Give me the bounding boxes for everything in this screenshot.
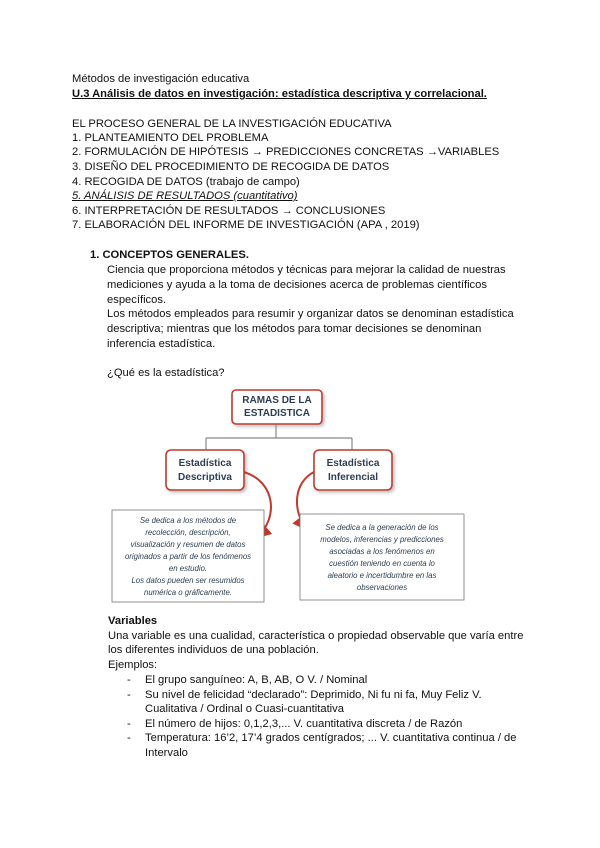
inferential-box (314, 450, 392, 490)
paragraph-line: descriptiva; mientras que los métodos para tomar decisiones se denominan (107, 323, 482, 335)
process-step-highlighted: 5. ANÁLISIS DE RESULTADOS (cuantitativo) (72, 190, 298, 202)
process-title: EL PROCESO GENERAL DE LA INVESTIGACIÓN EDUCATIVA (72, 118, 392, 130)
paragraph-line: inferencia estadística. (107, 338, 216, 350)
unit-title: U.3 Análisis de datos en investigación: estadística descriptiva y correlacional. (72, 88, 487, 100)
course-title: Métodos de investigación educativa (72, 73, 250, 85)
connector-line (206, 422, 352, 450)
variables-def-line: Una variable es una cualidad, característica o propiedad observable que varía entre (108, 630, 524, 642)
paragraph-line: mediciones y ayuda a la toma de decisiones acerca de problemas científicos (107, 279, 487, 291)
variables-def-line: los diferentes individuos de una población. (108, 644, 319, 656)
descriptive-desc-line: en estudio. (168, 564, 208, 573)
paragraph-line: específicos. (107, 294, 167, 306)
descriptive-desc-line: originados a partir de los fenómenos (124, 552, 252, 561)
inferential-label: Inferencial (327, 472, 379, 483)
bullet-dash: - (127, 674, 131, 686)
bullet-dash: - (127, 732, 131, 744)
variables-heading: Variables (108, 615, 158, 627)
inferential-desc-line: observaciones (356, 583, 408, 592)
descriptive-label: Estadística (178, 458, 232, 469)
statistics-branches-diagram (108, 386, 488, 608)
example-item: Su nivel de felicidad “declarado”: Deprimido, Ni fu ni fa, Muy Feliz V. (145, 689, 482, 701)
example-item-cont: Intervalo (145, 747, 188, 759)
inferential-desc-line: Se dedica a la generación de los (325, 523, 439, 532)
descriptive-desc-line: recolección, descripción, (145, 528, 231, 537)
example-item: Temperatura: 16’2, 17’4 grados centígrados; ... V. cuantitativa continua / de (145, 732, 517, 744)
root-label: ESTADISTICA (244, 408, 310, 419)
section-heading: 1. CONCEPTOS GENERALES. (90, 249, 249, 261)
bullet-dash: - (127, 689, 131, 701)
example-item: El grupo sanguíneo: A, B, AB, O V. / Nominal (145, 674, 368, 686)
descriptive-desc-line: visualización y resumen de datos (130, 540, 246, 549)
descriptive-label: Descriptiva (178, 472, 232, 483)
bullet-dash: - (127, 718, 131, 730)
example-item: El número de hijos: 0,1,2,3,... V. cuantitativa discreta / de Razón (145, 718, 463, 730)
process-step: 1. PLANTEAMIENTO DEL PROBLEMA (72, 132, 269, 144)
inferential-desc-line: asociadas a los fenómenos en (329, 547, 435, 556)
descriptive-desc-line: Los datos pueden ser resumidos (131, 576, 245, 585)
process-step: 7. ELABORACIÓN DEL INFORME DE INVESTIGACIÓN (APA , 2019) (72, 219, 420, 231)
examples-label: Ejemplos: (108, 659, 158, 671)
descriptive-box (166, 450, 244, 490)
process-step: 3. DISEÑO DEL PROCEDIMIENTO DE RECOGIDA DE DATOS (72, 161, 390, 173)
descriptive-desc-line: Se dedica a los métodos de (139, 516, 237, 525)
inferential-desc-line: modelos, inferencias y predicciones (320, 535, 444, 544)
descriptive-desc-line: numérica o gráficamente. (144, 588, 232, 597)
example-item-cont: Cualitativa / Ordinal o Cuasi-cuantitativa (145, 703, 344, 715)
paragraph-line: Ciencia que proporciona métodos y técnicas para mejorar la calidad de nuestras (107, 264, 506, 276)
process-step: 2. FORMULACIÓN DE HIPÓTESIS → PREDICCIONES CONCRETAS →VARIABLES (72, 146, 500, 158)
paragraph-line: Los métodos empleados para resumir y organizar datos se denominan estadística (107, 308, 514, 320)
inferential-label: Estadística (326, 458, 380, 469)
root-label: RAMAS DE LA (242, 395, 312, 406)
process-step: 4. RECOGIDA DE DATOS (trabajo de campo) (72, 176, 300, 188)
inferential-desc-line: cuestión teniendo en cuenta lo (329, 559, 435, 568)
process-step: 6. INTERPRETACIÓN DE RESULTADOS → CONCLUSIONES (72, 205, 386, 217)
inferential-desc-line: aleatorio e incertidumbre en las (327, 571, 437, 580)
question: ¿Qué es la estadística? (107, 367, 225, 379)
